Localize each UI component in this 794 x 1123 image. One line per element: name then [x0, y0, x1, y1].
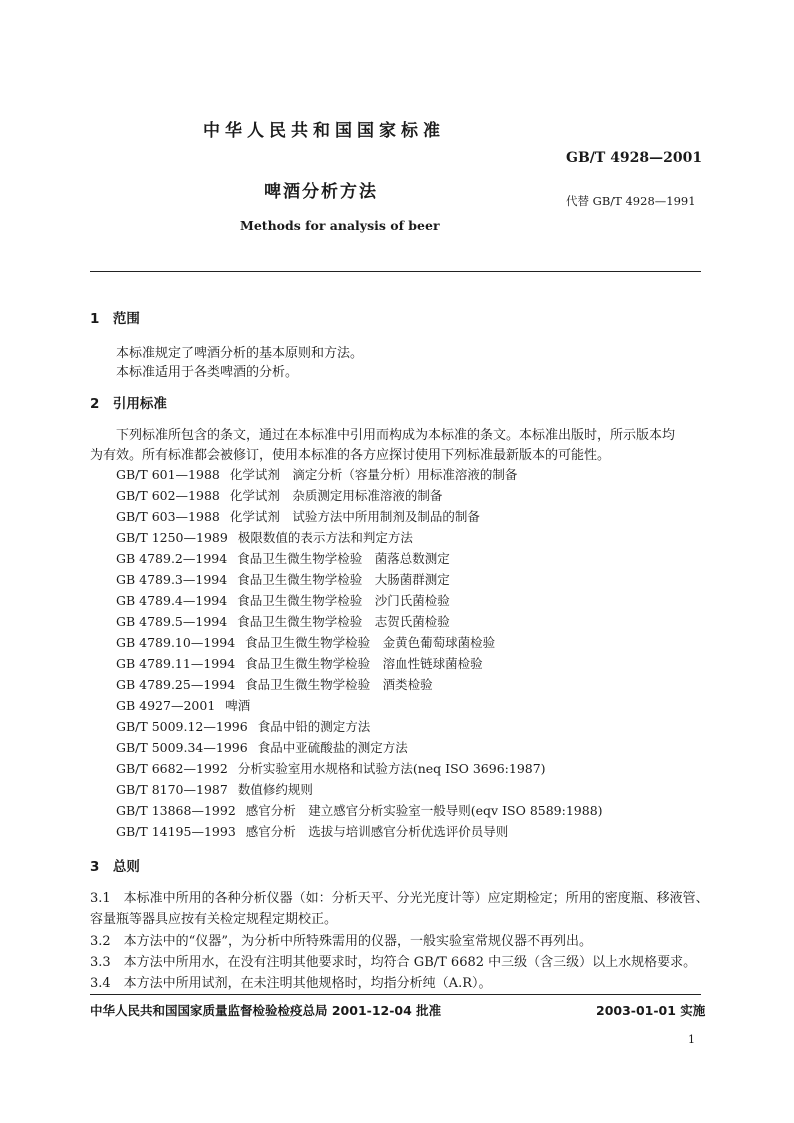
reference-title: 食品卫生微生物学检验 酒类检验	[245, 677, 433, 692]
reference-title: 极限数值的表示方法和判定方法	[237, 530, 413, 545]
reference-title: 食品卫生微生物学检验 志贺氏菌检验	[237, 614, 450, 629]
reference-code: GB 4789.11—1994	[116, 656, 236, 671]
page-number: 1	[688, 1033, 695, 1046]
national-standard-title: 中华人民共和国国家标准	[203, 121, 445, 141]
reference-item	[116, 675, 433, 693]
section-2-intro-line-1: 下列标准所包含的条文，通过在本标准中引用而构成为本标准的条文。本标准出版时，所示版本均	[116, 428, 676, 443]
reference-code: GB 4789.4—1994	[116, 593, 228, 608]
reference-item	[116, 549, 450, 567]
reference-item	[116, 759, 546, 777]
reference-code: GB 4789.2—1994	[116, 551, 228, 566]
reference-item	[116, 801, 603, 819]
replaces-standard: 代替 GB/T 4928—1991	[566, 194, 696, 208]
section-1-heading: 1 范围	[90, 311, 140, 327]
reference-title: 食品中铅的测定方法	[257, 719, 371, 734]
implementation-date: 2003-01-01 实施	[596, 1003, 706, 1018]
section-1-paragraph-2: 本标准适用于各类啤酒的分析。	[116, 365, 299, 380]
reference-title: 食品中亚硫酸盐的测定方法	[257, 740, 408, 755]
clause-3-4: 3.4 本方法中所用试剂，在未注明其他规格时，均指分析纯（A.R）。	[90, 976, 492, 991]
reference-item	[116, 591, 450, 609]
reference-code: GB 4789.3—1994	[116, 572, 228, 587]
reference-code: GB 4789.25—1994	[116, 677, 236, 692]
clause-3-2: 3.2 本方法中的“仪器”，为分析中所特殊需用的仪器，一般实验室常规仪器不再列出。	[90, 934, 592, 949]
reference-code: GB/T 602—1988	[116, 488, 220, 503]
reference-title: 化学试剂 滴定分析（容量分析）用标准溶液的制备	[229, 467, 518, 482]
reference-title: 分析实验室用水规格和试验方法(neq ISO 3696:1987)	[237, 761, 546, 776]
reference-code: GB/T 5009.34—1996	[116, 740, 248, 755]
clause-3-3: 3.3 本方法中所用水，在没有注明其他要求时，均符合 GB/T 6682 中三级（含三级）以上水规格要求。	[90, 955, 697, 970]
reference-item	[116, 654, 483, 672]
clause-3-1-line-1: 3.1 本标准中所用的各种分析仪器（如：分析天平、分光光度计等）应定期检定；所用的密度瓶、移液管、	[90, 891, 709, 906]
reference-title: 化学试剂 杂质测定用标准溶液的制备	[229, 488, 443, 503]
reference-title: 啤酒	[225, 698, 251, 713]
reference-title: 感官分析 建立感官分析实验室一般导则(eqv ISO 8589:1988)	[245, 803, 603, 818]
section-2-heading: 2 引用标准	[90, 396, 167, 412]
reference-code: GB/T 13868—1992	[116, 803, 236, 818]
reference-item	[116, 507, 480, 525]
clause-3-1-line-2: 容量瓶等器具应按有关检定规程定期校正。	[90, 912, 338, 927]
reference-code: GB/T 8170—1987	[116, 782, 228, 797]
reference-item	[116, 633, 495, 651]
reference-title: 食品卫生微生物学检验 金黄色葡萄球菌检验	[245, 635, 496, 650]
section-2-intro-line-2: 为有效。所有标准都会被修订，使用本标准的各方应探讨使用下列标准最新版本的可能性。	[90, 448, 611, 463]
reference-item	[116, 465, 517, 483]
reference-code: GB/T 14195—1993	[116, 824, 236, 839]
reference-title: 食品卫生微生物学检验 菌落总数测定	[237, 551, 450, 566]
reference-code: GB/T 601—1988	[116, 467, 220, 482]
reference-item	[116, 738, 408, 756]
reference-item	[116, 696, 250, 714]
reference-code: GB 4789.5—1994	[116, 614, 228, 629]
reference-item	[116, 570, 450, 588]
reference-title: 食品卫生微生物学检验 溶血性链球菌检验	[245, 656, 483, 671]
document-title-english: Methods for analysis of beer	[240, 218, 440, 233]
reference-item	[116, 780, 313, 798]
reference-item	[116, 822, 508, 840]
reference-item	[116, 486, 442, 504]
reference-title: 感官分析 选拔与培训感官分析优选评价员导则	[245, 824, 509, 839]
reference-code: GB/T 603—1988	[116, 509, 220, 524]
reference-code: GB/T 5009.12—1996	[116, 719, 248, 734]
reference-title: 化学试剂 试验方法中所用制剂及制品的制备	[229, 509, 480, 524]
footer-divider	[90, 994, 701, 995]
reference-title: 食品卫生微生物学检验 大肠菌群测定	[237, 572, 450, 587]
reference-item	[116, 612, 450, 630]
reference-code: GB 4789.10—1994	[116, 635, 236, 650]
reference-code: GB/T 1250—1989	[116, 530, 228, 545]
reference-code: GB 4927—2001	[116, 698, 216, 713]
standard-code: GB/T 4928—2001	[566, 150, 703, 166]
reference-code: GB/T 6682—1992	[116, 761, 228, 776]
reference-title: 数值修约规则	[237, 782, 313, 797]
approval-statement: 中华人民共和国国家质量监督检验检疫总局 2001-12-04 批准	[90, 1003, 442, 1018]
section-3-heading: 3 总则	[90, 859, 140, 875]
reference-item	[116, 528, 413, 546]
document-title: 啤酒分析方法	[264, 182, 378, 202]
reference-item	[116, 717, 370, 735]
reference-title: 食品卫生微生物学检验 沙门氏菌检验	[237, 593, 450, 608]
header-divider	[90, 271, 701, 272]
section-1-paragraph-1: 本标准规定了啤酒分析的基本原则和方法。	[116, 346, 364, 361]
